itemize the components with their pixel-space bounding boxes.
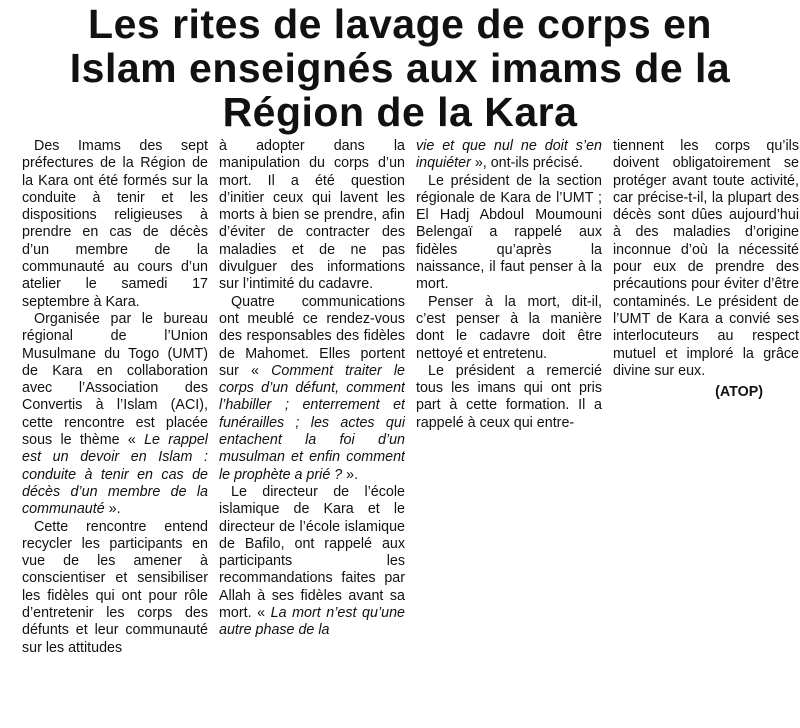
paragraph-text: ». [342,466,359,483]
italic-quote-text: Le rappel est un devoir en Islam : conduite à tenir en cas de décès d’un membre de la communauté [22,432,208,518]
paragraph [219,294,405,484]
article-column-3 [416,138,602,728]
paragraph-text: Cette rencontre entend recycler les participants en vue de les amener à conscientiser et sensibiliser les fidèles qui ont pour rôle d’entretenir les corps des défunts et leur communauté sur les attitudes [22,518,208,656]
paragraph [22,519,208,657]
paragraph-text: Le président a remercié tous les imans qui ont pris part à cette formation. Il a rappelé à ceux qui entre- [416,362,602,431]
article-body [22,138,800,728]
paragraph-text: ». [104,501,121,518]
author-credit: (ATOP) [715,384,763,401]
headline-line-2: Islam enseignés aux imams de la [69,45,731,91]
paragraph [416,138,602,173]
italic-quote-text: La mort n’est qu’une autre phase de la [219,605,405,639]
paragraph [613,138,799,380]
paragraph-text: Quatre communications ont meublé ce rendez-vous des responsables des fidèles de Mahomet. Elles portent sur « [219,293,405,379]
paragraph [416,173,602,294]
paragraph [219,484,405,640]
paragraph-text: Le directeur de l’école islamique de Kara et le directeur de l’école islamique de Bafilo, ont rappelé aux participants les recommandations faites par Allah à ses fidèles avant sa mort. « [219,483,405,622]
headline-line-1: Les rites de lavage de corps en [88,1,712,47]
article-column-4 [613,138,799,728]
paragraph [22,138,208,311]
paragraph-text: Organisée par le bureau régional de l’Union Musulmane du Togo (UMT) de Kara en collaboration avec l’Association des Convertis à l’Islam (ACI), cette rencontre est placée sous le thème « [22,310,208,449]
paragraph [219,138,405,294]
paragraph-text: », ont-ils précisé. [470,155,583,172]
paragraph-text: Le président de la section régionale de Kara de l’UMT ; El Hadj Abdoul Moumouni Belengaï a rappelé aux fidèles qu’après la naissance, il faut penser à la mort. [416,172,602,293]
paragraph-text: Penser à la mort, dit-il, c’est penser à la manière dont le cadavre doit être nettoyé et entretenu. [416,293,602,362]
paragraph-text: Des Imams des sept préfectures de la Région de la Kara ont été formés sur la conduite à tenir et les dispositions religieuses à prendre en cas de décès d’un membre de la communauté au cours d’un atelier le samedi 17 septembre à Kara. [22,138,208,310]
italic-quote-text: Comment traiter le corps d’un défunt, comment l’habiller ; enterrement et funérailles ; les actes qui entachent la foi d’un musulman et enfin comment le prophète a prié ? [219,362,405,483]
headline-line-3: Région de la Kara [222,89,578,135]
column-4-paragraphs [613,138,799,380]
paragraph-text: à adopter dans la manipulation du corps d’un mort. Il a été question d’initier ceux qui lavent les morts à bien se prendre, afin d’éviter de contracter des maladies et de ne pas divulguer des informations sur l’intimité du cadavre. [219,138,405,293]
headline [0,0,800,134]
italic-quote-text: vie et que nul ne doit s’en inquiéter [416,138,602,172]
article-column-1 [22,138,208,728]
paragraph [416,294,602,363]
paragraph-text: tiennent les corps qu’ils doivent obligatoirement se protéger avant toute activité, car précise-t-il, la plupart des décès sont dûes aujourd’hui à des maladies d’origine inconnue d’où la nécessité pour eux de prendre des précautions pour éviter d’être contaminés. Le président de l’UMT de Kara a convié ses interlocuteurs au respect mutuel et imploré la grâce divine sur eux. [613,138,799,379]
paragraph [416,363,602,432]
paragraph [22,311,208,519]
article-column-2 [219,138,405,728]
